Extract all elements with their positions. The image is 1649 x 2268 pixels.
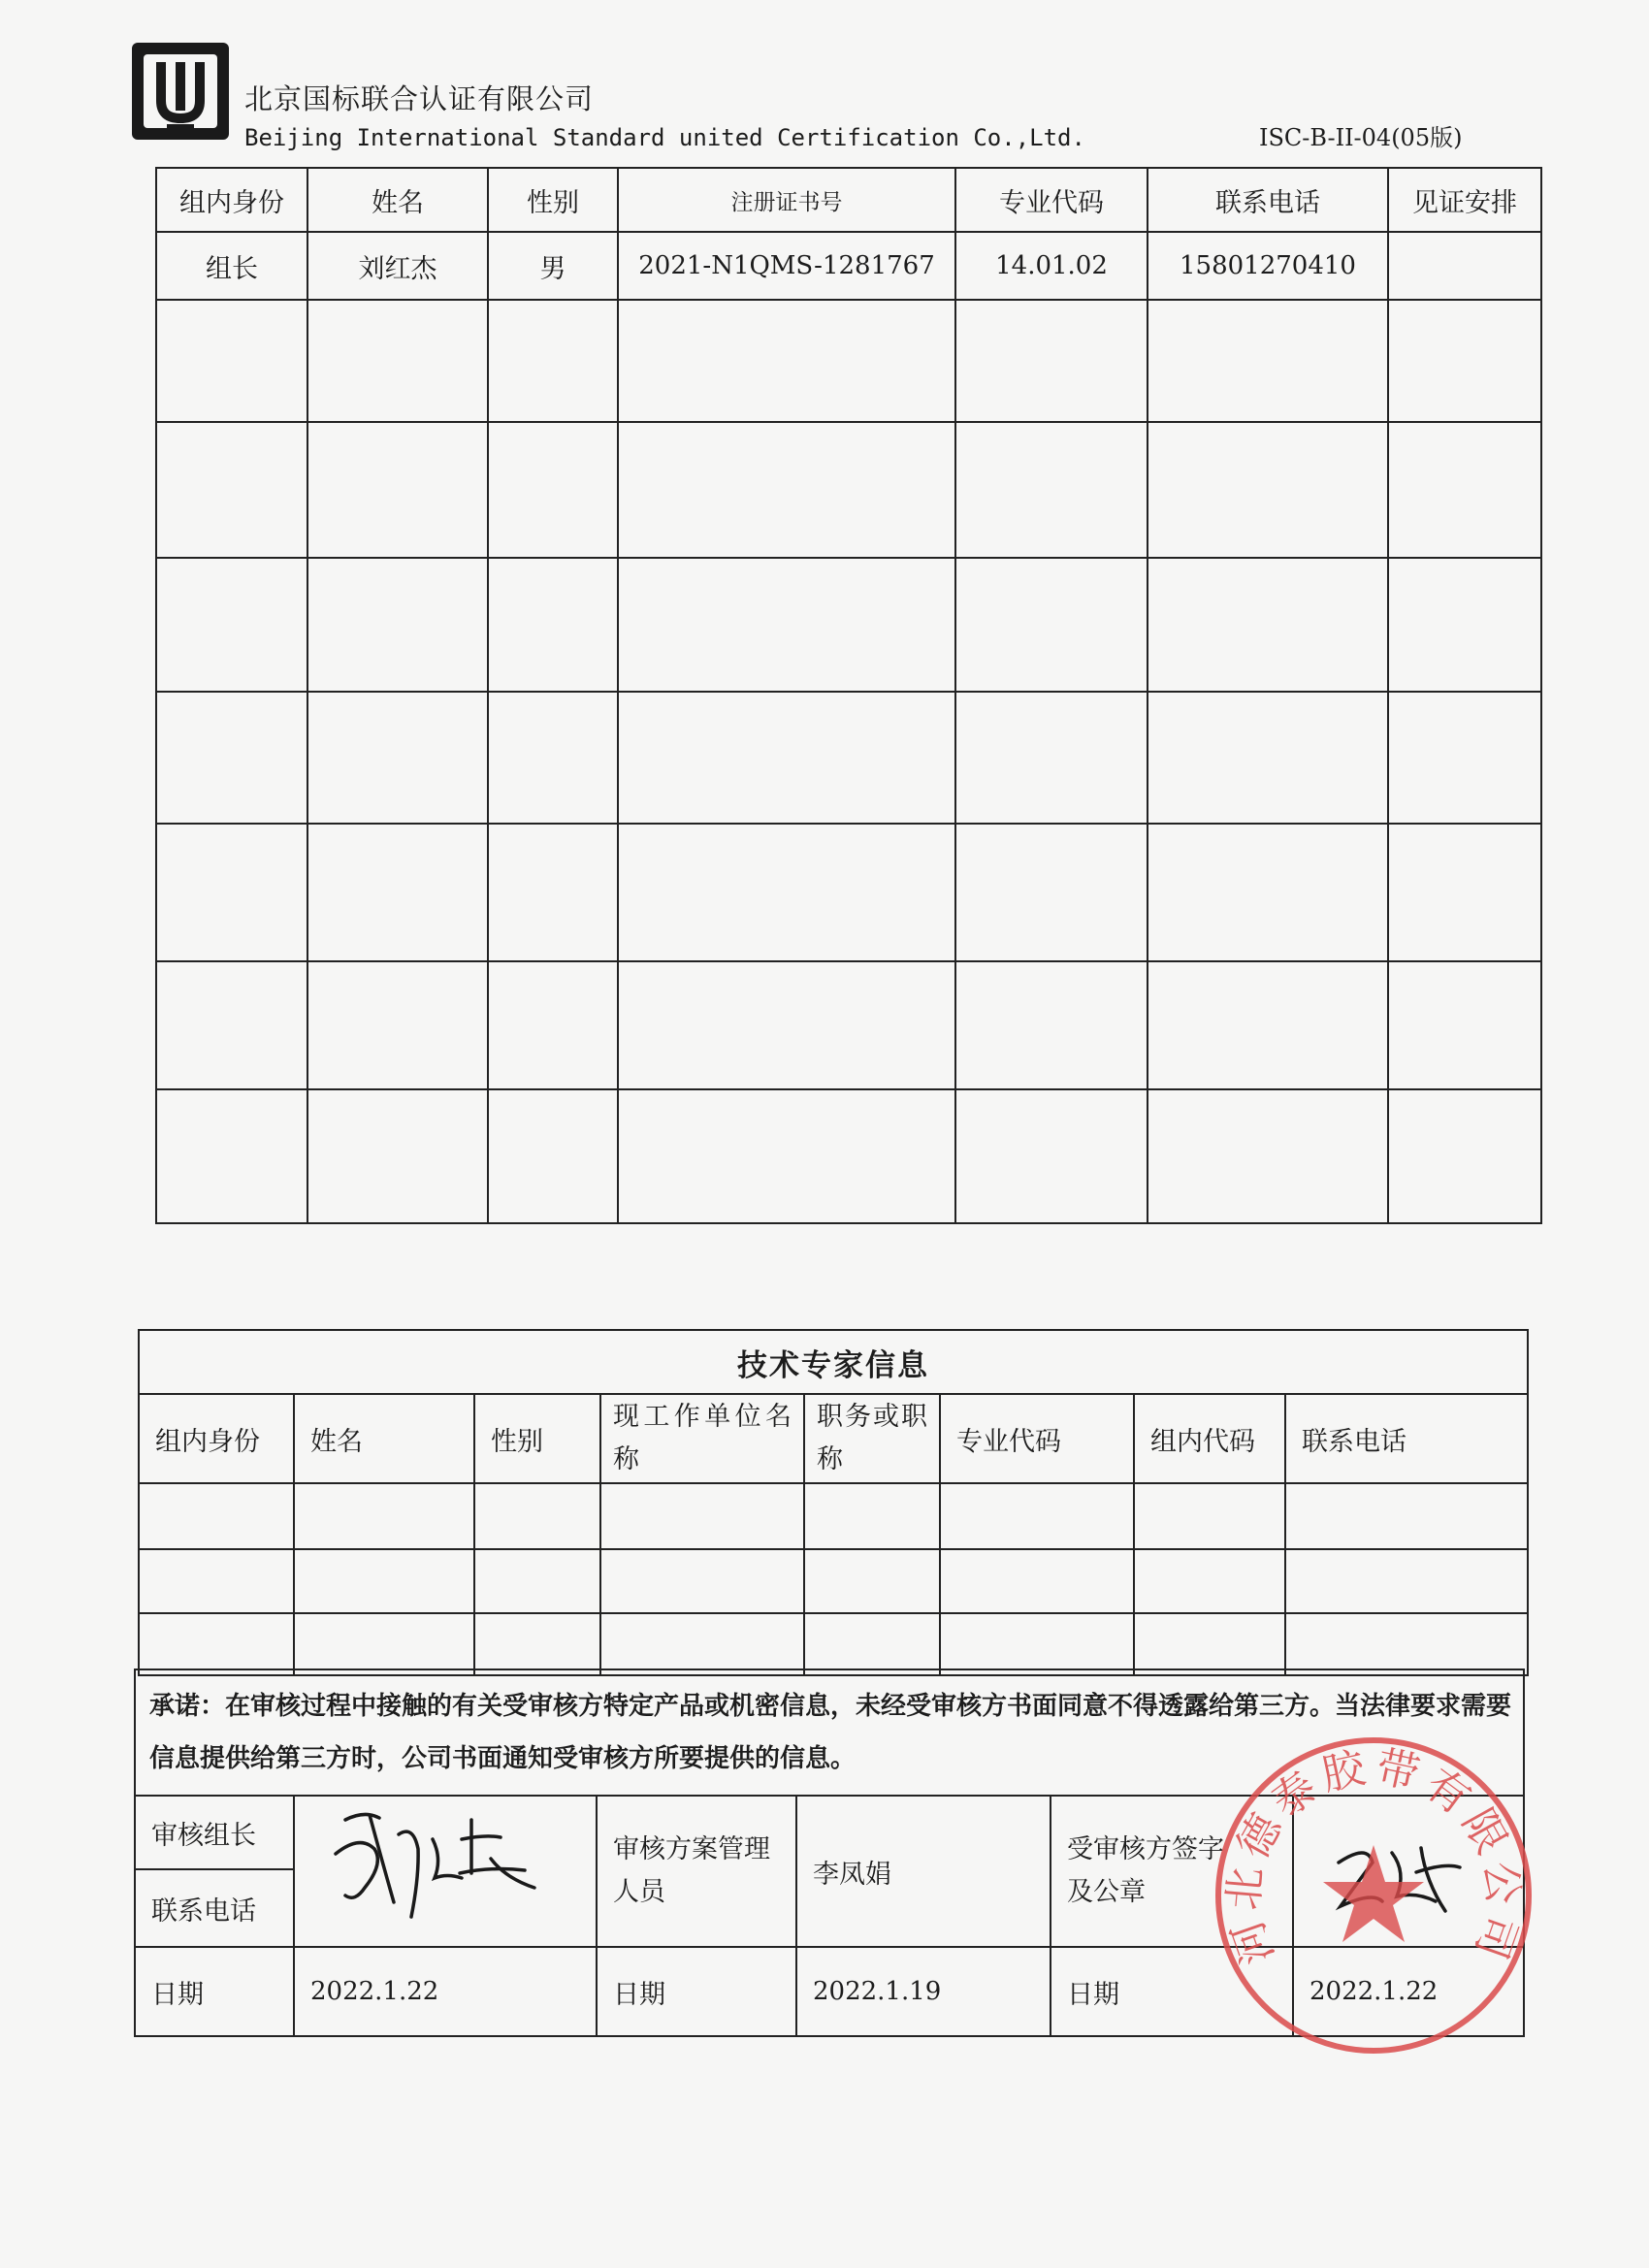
header-cell: 联系电话	[1148, 168, 1388, 232]
manager-date: 2022.1.19	[796, 1947, 1051, 2036]
cell-gender: 男	[488, 232, 618, 300]
empty-row	[156, 824, 1541, 961]
date-label: 日期	[1051, 1947, 1293, 2036]
auditee-signature	[1329, 1824, 1474, 1930]
header-cell: 见证安排	[1388, 168, 1541, 232]
company-name-cn: 北京国标联合认证有限公司	[244, 82, 595, 115]
header-cell: 专业代码	[940, 1394, 1134, 1483]
manager-name: 李凤娟	[796, 1796, 1051, 1947]
header-cell: 组内身份	[139, 1394, 294, 1483]
leader-signature	[326, 1781, 559, 1927]
header-cell: 姓名	[307, 168, 488, 232]
empty-row	[156, 1089, 1541, 1223]
header-cell: 职务或职称	[804, 1394, 940, 1483]
header-cell: 姓名	[294, 1394, 474, 1483]
auditee-label: 受审核方签字及公章	[1051, 1796, 1293, 1947]
date-label: 日期	[597, 1947, 796, 2036]
empty-row	[156, 558, 1541, 692]
expert-section-title: 技术专家信息	[139, 1330, 1528, 1394]
date-label: 日期	[135, 1947, 294, 2036]
cell-name: 刘红杰	[307, 232, 488, 300]
phone-label: 联系电话	[135, 1869, 294, 1947]
empty-row	[139, 1549, 1528, 1613]
auditor-header-row	[156, 168, 1541, 232]
table-row	[156, 232, 1541, 300]
header-cell: 组内身份	[156, 168, 307, 232]
cell-role: 组长	[156, 232, 307, 300]
confidentiality-promise: 承诺：在审核过程中接触的有关受审核方特定产品或机密信息，未经受审核方书面同意不得透露给第三方。当法律要求需要信息提供给第三方时，公司书面通知受审核方所要提供的信息。	[135, 1669, 1524, 1796]
empty-row	[156, 422, 1541, 558]
form-code: ISC-B-II-04(05版)	[1259, 124, 1463, 151]
header-cell: 联系电话	[1285, 1394, 1528, 1483]
seal-text: 河北德泰胶带有限公司	[1218, 1741, 1529, 1971]
auditee-date: 2022.1.22	[1293, 1947, 1524, 2036]
cell-witness	[1388, 232, 1541, 300]
leader-label: 审核组长	[135, 1796, 294, 1869]
empty-row	[156, 692, 1541, 824]
cell-cert-no: 2021-N1QMS-1281767	[618, 232, 955, 300]
manager-label: 审核方案管理人员	[597, 1796, 796, 1947]
header-cell: 组内代码	[1134, 1394, 1285, 1483]
header-cell: 注册证书号	[618, 168, 955, 232]
empty-row	[156, 300, 1541, 422]
auditor-table	[155, 167, 1542, 1224]
header-cell: 性别	[474, 1394, 600, 1483]
cell-phone: 15801270410	[1148, 232, 1388, 300]
expert-table	[138, 1329, 1529, 1676]
expert-header-row	[139, 1394, 1528, 1483]
empty-row	[139, 1613, 1528, 1675]
empty-row	[156, 961, 1541, 1089]
empty-row	[139, 1483, 1528, 1549]
header-cell: 现工作单位名称	[600, 1394, 804, 1483]
header-cell: 专业代码	[955, 168, 1148, 232]
company-logo	[130, 41, 231, 142]
cell-code: 14.01.02	[955, 232, 1148, 300]
leader-date: 2022.1.22	[294, 1947, 597, 2036]
header-cell: 性别	[488, 168, 618, 232]
company-name-en: Beijing International Standard united Certification Co.,Ltd.	[244, 124, 1085, 151]
